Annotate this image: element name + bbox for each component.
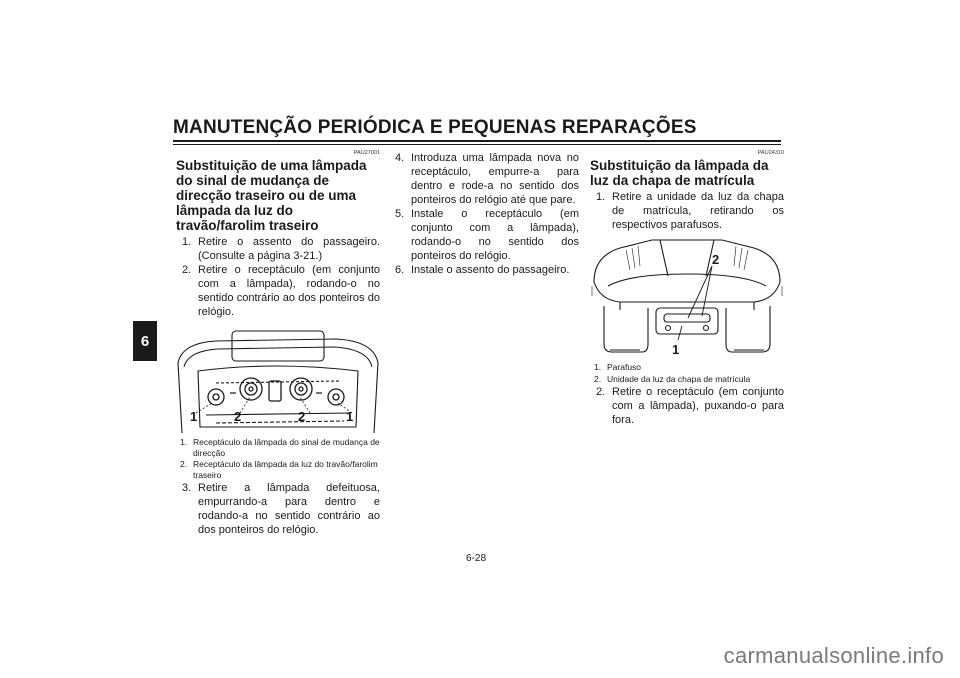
left-section — [176, 150, 380, 537]
step-item — [389, 151, 579, 207]
section-code: PAU24310 — [757, 150, 784, 156]
caption-item — [176, 459, 380, 480]
page-number: 6-28 — [466, 553, 487, 564]
step-number: 3. — [182, 482, 192, 494]
figure-label: 1 — [190, 409, 198, 424]
rear-lamp-illustration — [176, 323, 380, 435]
watermark: carmanualsonline.info — [723, 643, 944, 668]
step-list — [590, 190, 784, 232]
figure-label: 2 — [298, 409, 306, 424]
caption-text: Parafuso — [607, 362, 642, 372]
caption-text: Receptáculo da lâmpada do sinal de mudança de direcção — [193, 437, 380, 458]
step-number: 2. — [182, 264, 192, 276]
step-list — [590, 385, 784, 427]
step-text: Retire a lâmpada defeituosa, empurrando-a para dentro e rodando-a no sentido contrário ao dos ponteiros do relógio. — [198, 482, 380, 536]
figure-label: 2 — [712, 252, 720, 267]
step-item — [389, 263, 579, 277]
caption-item — [590, 362, 784, 373]
figure-captions — [176, 437, 380, 480]
step-list — [389, 151, 579, 277]
figure-captions — [590, 362, 784, 384]
figure-label: 1 — [672, 342, 680, 357]
step-item — [176, 235, 380, 263]
step-text: Retire o receptáculo (em conjunto com a lâmpada), puxando-o para fora. — [612, 386, 784, 426]
header-rule-thin — [173, 144, 781, 145]
step-item — [176, 263, 380, 319]
step-item — [590, 190, 784, 232]
license-lamp-figure — [590, 236, 784, 360]
caption-number: 1. — [594, 362, 602, 372]
step-item — [389, 207, 579, 263]
rear-lamp-figure — [176, 323, 380, 435]
step-number: 1. — [596, 191, 606, 203]
page-title: MANUTENÇÃO PERIÓDICA E PEQUENAS REPARAÇÕES — [173, 117, 697, 138]
step-number: 4. — [395, 152, 405, 164]
caption-item — [176, 437, 380, 458]
right-section — [590, 150, 784, 427]
middle-section — [389, 151, 579, 277]
caption-item — [590, 374, 784, 385]
caption-number: 2. — [180, 459, 188, 469]
step-text: Retire o receptáculo (em conjunto com a lâmpada), rodando-o no sentido contrário ao dos ponteiros do relógio. — [198, 264, 380, 318]
section-heading: Substituição de uma lâmpada do sinal de mudança de direcção traseiro ou de uma lâmpada da luz do travão/farolim traseiro — [176, 158, 367, 233]
figure-label: 2 — [234, 409, 242, 424]
caption-number: 1. — [180, 437, 188, 447]
step-text: Instale o receptáculo (em conjunto com a lâmpada), rodando-o no sentido dos ponteiros do relógio. — [411, 208, 579, 262]
step-number: 2. — [596, 386, 606, 398]
step-item — [176, 481, 380, 537]
step-text: Retire a unidade da luz da chapa de matrícula, retirando os respectivos parafusos. — [612, 191, 784, 231]
license-lamp-illustration — [590, 236, 784, 360]
step-text: Instale o assento do passageiro. — [411, 264, 570, 276]
chapter-tab — [133, 321, 157, 361]
caption-number: 2. — [594, 373, 602, 384]
section-code: PAU27001 — [353, 150, 380, 156]
figure-label: 1 — [346, 409, 354, 424]
step-number: 1. — [182, 236, 192, 248]
step-number: 5. — [395, 208, 405, 220]
step-list — [176, 235, 380, 319]
step-item — [590, 385, 784, 427]
step-list — [176, 481, 380, 537]
header-rule — [173, 140, 781, 142]
chapter-number: 6 — [140, 332, 150, 350]
step-number: 6. — [395, 264, 405, 276]
caption-text: Receptáculo da lâmpada da luz do travão/farolim traseiro — [193, 459, 378, 480]
section-heading: Substituição da lâmpada da luz da chapa de matrícula — [590, 158, 769, 188]
step-text: Retire o assento do passageiro. (Consulte a página 3-21.) — [198, 236, 380, 262]
caption-text: Unidade da luz da chapa de matrícula — [607, 373, 751, 384]
step-text: Introduza uma lâmpada nova no receptáculo, empurre-a para dentro e rode-a no sentido dos ponteiros do relógio até que pare. — [411, 152, 579, 206]
